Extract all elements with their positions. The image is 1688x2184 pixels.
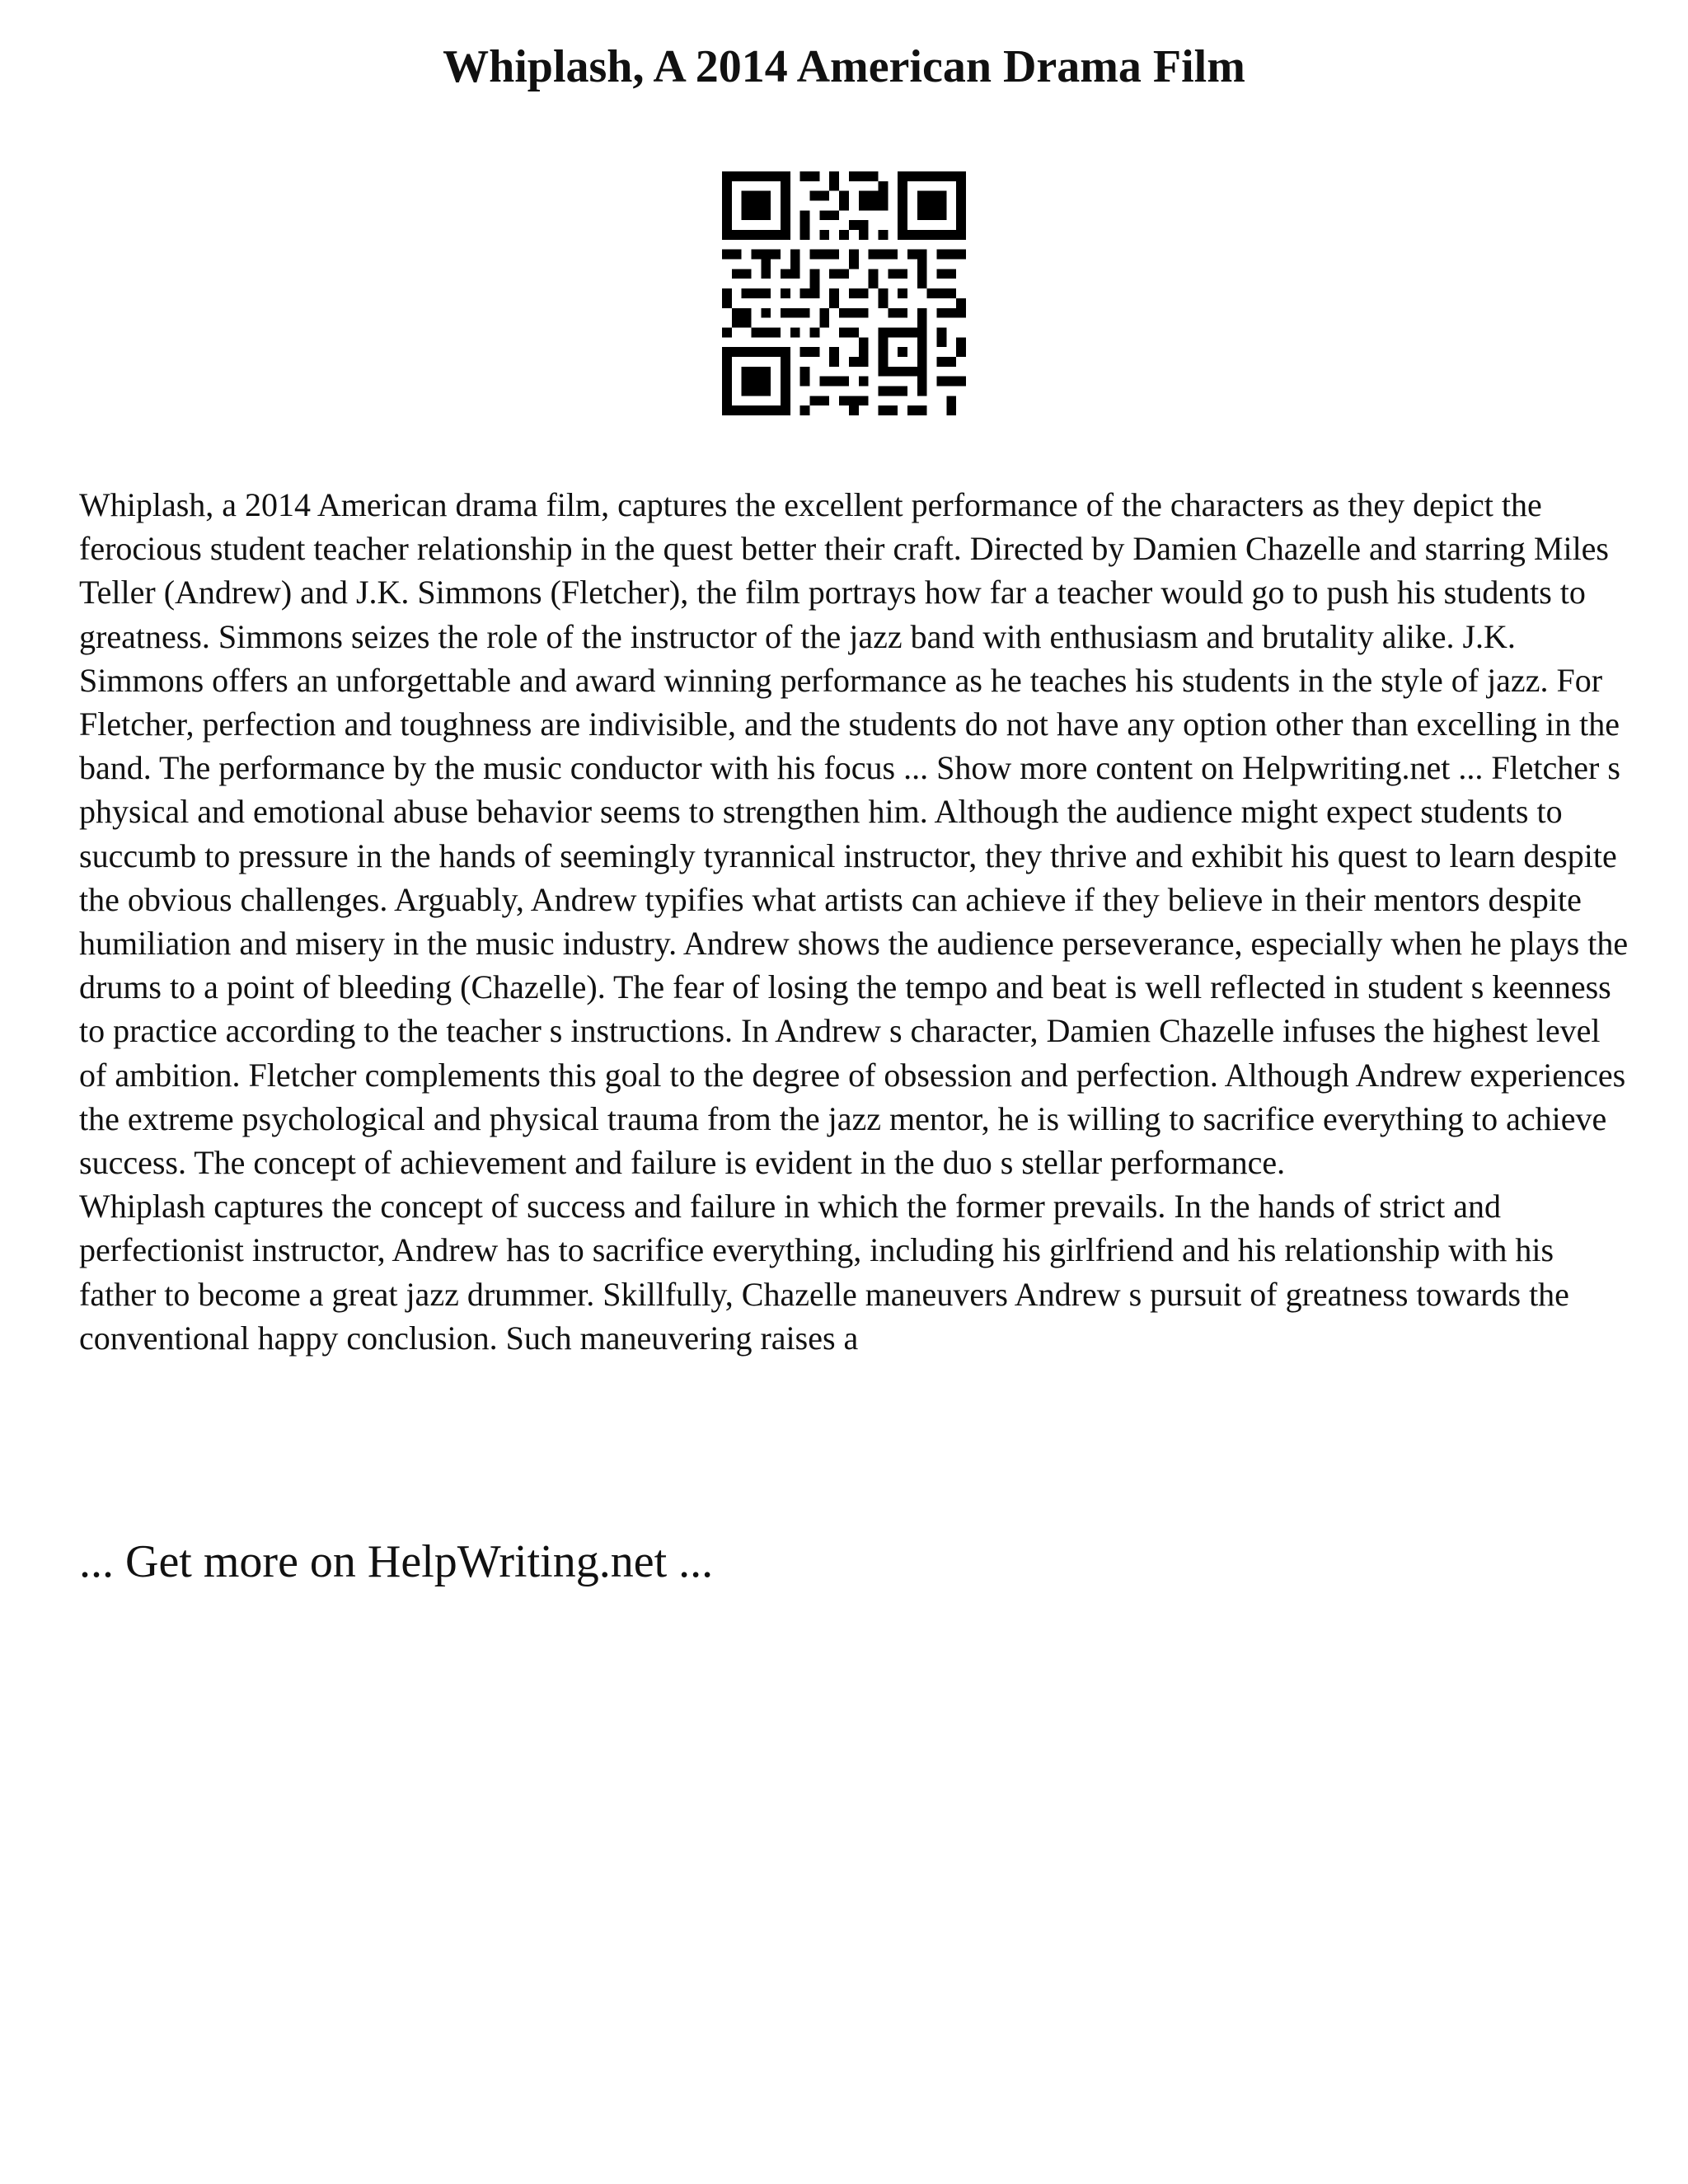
article-body [79, 483, 1629, 1360]
document-title: Whiplash, A 2014 American Drama Film [443, 41, 1245, 92]
qr-code-icon [722, 171, 966, 415]
article-paragraph-2: Whiplash captures the concept of success and failure in which the former prevails. In the hands of strict and perfectionist instructor, Andrew has to sacrifice everything, including his girlfriend and his relationship with his father to become a great jazz drummer. Skillfully, Chazelle maneuvers Andrew s pursuit of greatness towards the conventional happy conclusion. Such maneuvering raises a [79, 1188, 1569, 1357]
article-paragraph-1: Whiplash, a 2014 American drama film, captures the excellent performance of the characters as they depict the ferocious student teacher relationship in the quest better their craft. Directed by Damien Chazelle and starring Miles Teller (Andrew) and J.K. Simmons (Fletcher), the film portrays how far a teacher would go to push his students to greatness. Simmons seizes the role of the instructor of the jazz band with enthusiasm and brutality alike. J.K. Simmons offers an unforgettable and award winning performance as he teaches his students in the style of jazz. For Fletcher, perfection and toughness are indivisible, and the students do not have any option other than excelling in the band. The performance by the music conductor with his focus ... Show more content on Helpwriting.net ... Fletcher s physical and emotional abuse behavior seems to strengthen him. Although the audience might expect students to succumb to pressure in the hands of seemingly tyrannical instructor, they thrive and exhibit his quest to learn despite the obvious challenges. Arguably, Andrew typifies what artists can achieve if they believe in their mentors despite humiliation and misery in the music industry. Andrew shows the audience perseverance, especially when he plays the drums to a point of bleeding (Chazelle). The fear of losing the tempo and beat is well reflected in student s keenness to practice according to the teacher s instructions. In Andrew s character, Damien Chazelle infuses the highest level of ambition. Fletcher complements this goal to the degree of obsession and perfection. Although Andrew experiences the extreme psychological and physical trauma from the jazz mentor, he is willing to sacrifice everything to achieve success. The concept of achievement and failure is evident in the duo s stellar performance. [79, 486, 1629, 1182]
get-more-link[interactable]: ... Get more on HelpWriting.net ... [79, 1536, 714, 1587]
